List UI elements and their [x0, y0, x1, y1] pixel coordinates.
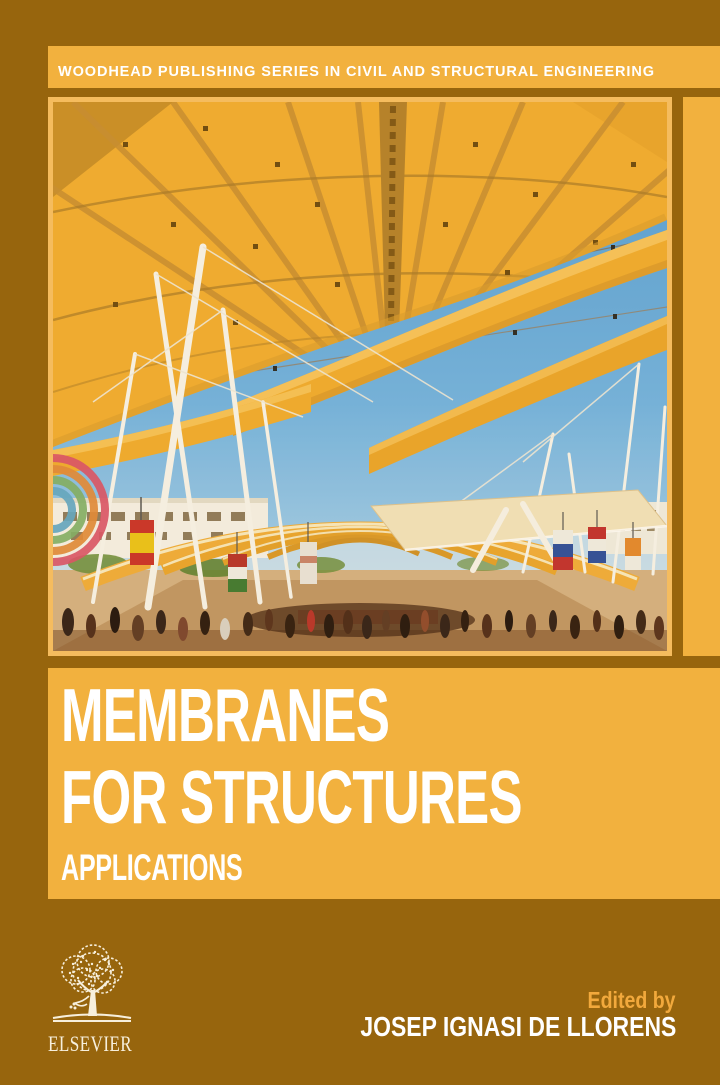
publisher-name: ELSEVIER: [48, 1031, 133, 1056]
publisher-block: [45, 940, 155, 1057]
editor-name: JOSEP IGNASI DE LLORENS: [360, 1011, 676, 1043]
title-panel: [48, 668, 720, 899]
cover-photo-frame: [48, 97, 672, 656]
elsevier-tree-icon: [45, 940, 139, 1024]
edited-by-label: Edited by: [588, 987, 676, 1013]
editor-block: [291, 988, 676, 1043]
series-banner-text: WOODHEAD PUBLISHING SERIES IN CIVIL AND STRUCTURAL ENGINEERING: [58, 64, 655, 80]
right-accent-strip: [683, 97, 720, 656]
book-title-line1: MEMBRANES: [61, 673, 390, 757]
membrane-structures-photo: [53, 102, 667, 651]
series-banner: [48, 46, 720, 88]
book-subtitle: APPLICATIONS: [61, 847, 243, 888]
book-title-line2: FOR STRUCTURES: [61, 755, 522, 839]
